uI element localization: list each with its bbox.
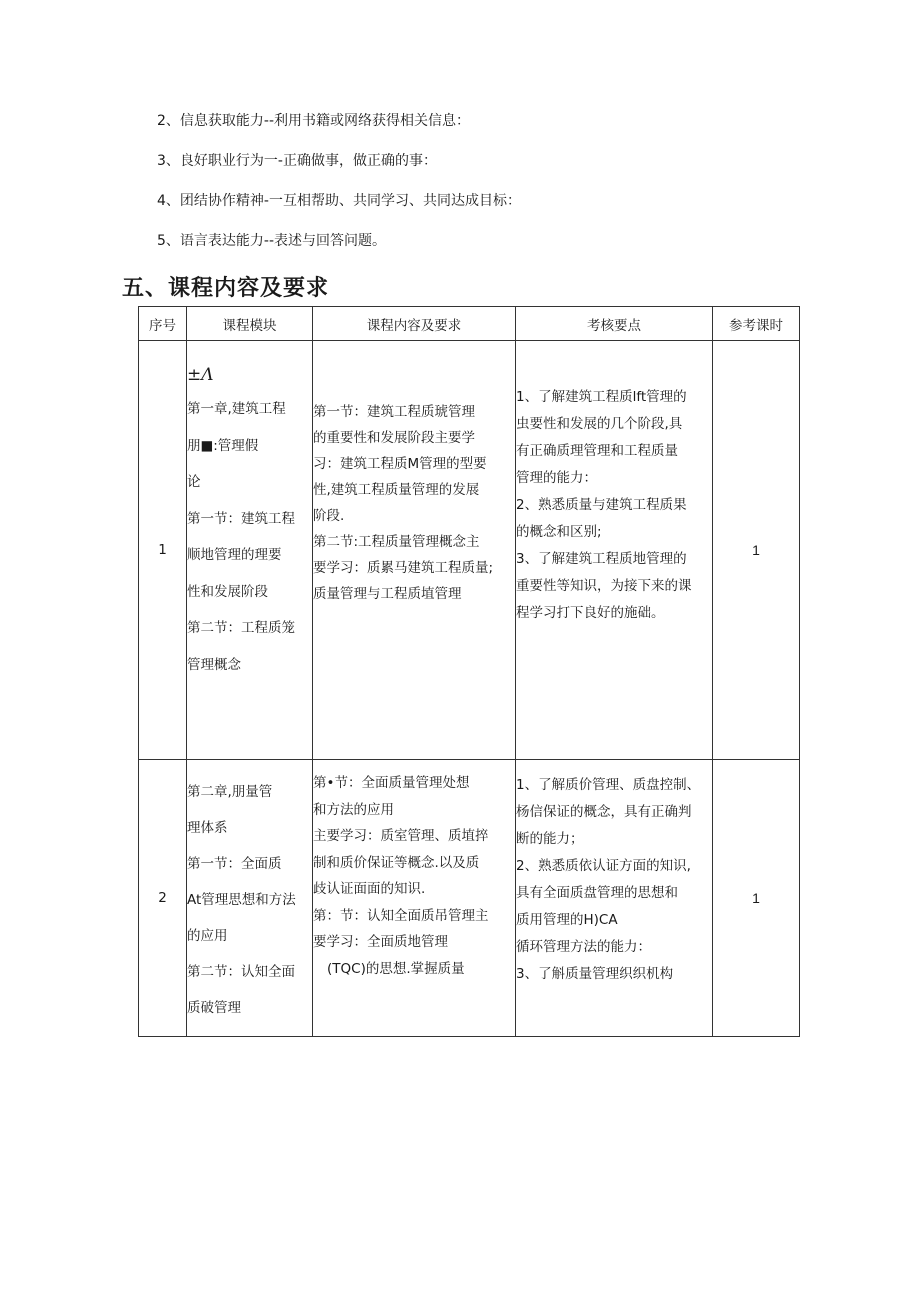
module-text: 第二章,朋量管 理体系 第一节：全面质 At管理思想和方法 的应用 第二节：认知全面 质破管理 <box>187 784 296 1016</box>
header-num: 序号 <box>139 307 187 341</box>
module-text: 第一章,建筑工程 朋■:管理假 论 第一节：建筑工程 顺地管理的理要 性和发展阶段 第二节：工程质笼 管理概念 <box>187 401 295 673</box>
list-item: 3、良好职业行为一-正确做事，做正确的事： <box>157 153 437 169</box>
table-header-row <box>139 307 800 341</box>
points-text: 1、了解质价管理、质盘控制、 杨信保证的概念，具有正确判 断的能力； 2、熟悉质依认证方面的知识, 具有全面质盘管理的思想和 质用管理的H)CA 循环管理方法的能力： 3、了斛质量管理织织机构 <box>516 777 701 982</box>
points-text: 1、了解建筑工程质lft管理的 虫要性和发展的几个阶段,具 有正确质理管理和工程质量 管理的能力： 2、熟悉质量与建筑工程质果 的概念和区别; 3、了解建筑工程质地管理的 重要性等知识，为接下来的课 程学习打下良好的施础。 <box>516 389 692 621</box>
list-item: 4、团结协作精神-一互相帮助、共同学习、共同达成目标： <box>157 193 521 209</box>
content-text: 第一节：建筑工程质琥管理 的重要性和发展阶段主要学 习：建筑工程质M管理的型要 性,建筑工程质量管理的发展 阶段. 第二节:工程质量管理概念主 要学习：质累马建筑工程质量; 质量管理与工程质埴管理 <box>313 404 494 602</box>
section-title: 五、课程内容及要求 <box>122 276 330 301</box>
list-item: 2、信息获取能力--利用书籍或网络获得相关信息： <box>157 113 471 129</box>
content-cell <box>313 341 516 760</box>
ability-list <box>157 110 521 270</box>
content-text-continued: (TQC)的思想.掌握质量 <box>327 960 465 977</box>
row-num: 2 <box>139 760 187 1037</box>
module-cell <box>187 760 313 1037</box>
module-cell <box>187 341 313 760</box>
hours-cell: 1 <box>713 760 800 1037</box>
hours-cell: 1 <box>713 341 800 760</box>
content-cell <box>313 760 516 1037</box>
header-points: 考核要点 <box>516 307 713 341</box>
header-hours: 参考课时 <box>713 307 800 341</box>
table-row <box>139 341 800 760</box>
row-num: 1 <box>139 341 187 760</box>
list-item: 5、语言表达能力--表述与回答问题。 <box>157 233 387 249</box>
header-module: 课程模块 <box>187 307 313 341</box>
table-row <box>139 760 800 1037</box>
course-table <box>138 306 800 1037</box>
points-cell <box>516 760 713 1037</box>
points-cell <box>516 341 713 760</box>
header-content: 课程内容及要求 <box>313 307 516 341</box>
content-text: 第•节：全面质量管理处想 和方法的应用 主要学习：质室管理、质埴捽 制和质价保证等概念.以及质 歧认证面面的知识. 第：节：认知全面质吊管理主 要学习：全面质地管理 <box>313 775 489 950</box>
module-mark: ±Λ <box>187 365 214 385</box>
